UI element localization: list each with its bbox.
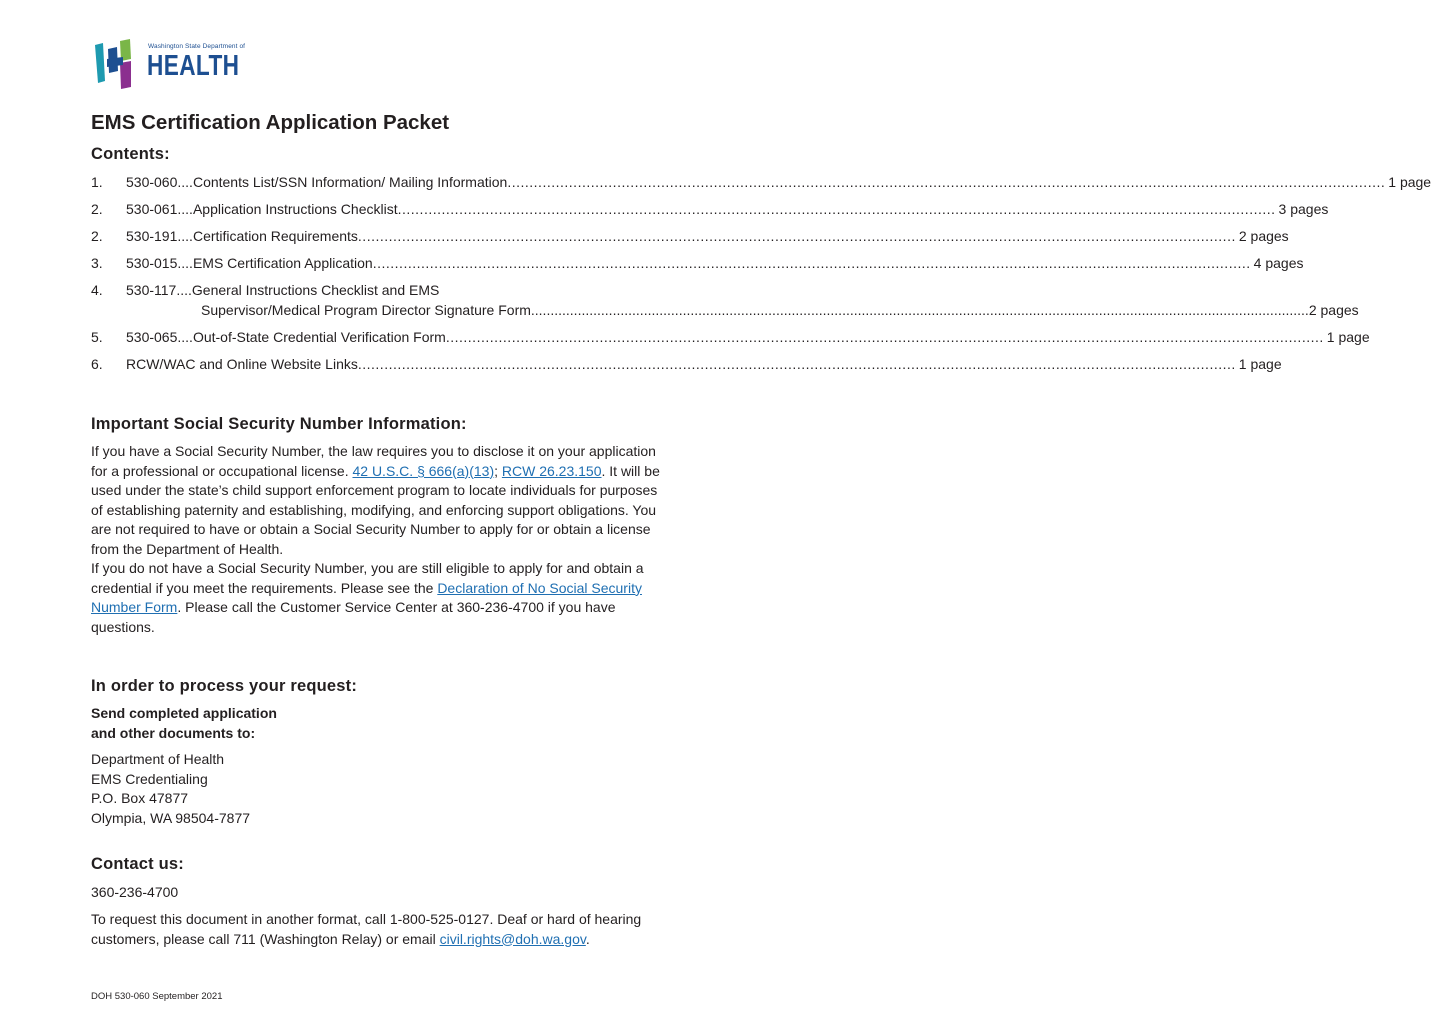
usc-link[interactable]: 42 U.S.C. § 666(a)(13) xyxy=(352,462,495,479)
contents-item-pages: 1 page xyxy=(1388,174,1431,190)
email-link[interactable]: civil.rights@doh.wa.gov xyxy=(439,930,586,947)
address-line: Olympia, WA 98504-7877 xyxy=(91,809,251,826)
send-line-2: and other documents to: xyxy=(91,724,256,741)
rcw-link[interactable]: RCW 26.23.150 xyxy=(501,462,602,479)
address-line: EMS Credentialing xyxy=(91,770,208,787)
logo-title: HEALTH xyxy=(147,50,240,82)
contact-phone: 360-236-4700 xyxy=(91,884,179,900)
contents-item-pages: 1 page xyxy=(1238,356,1282,372)
ssn-text-2: . It will be used under the state’s child support enforcement program to locate individuals for purposes of establishing paternity and establishing, modifying, and enforcing support obligations. You are not required to have or obtain a Social Security Number to apply for or obtain a license from the Department of Health. xyxy=(91,462,660,557)
doh-logo-mark-icon xyxy=(93,37,145,89)
contents-item-code: 530-191 xyxy=(126,228,178,244)
contents-item-pages: 4 pages xyxy=(1253,255,1304,271)
contents-item-number: 3. xyxy=(91,255,103,271)
contents-item-code: 530-061 xyxy=(126,201,178,217)
contents-item-number: 5. xyxy=(91,329,103,345)
doh-logo xyxy=(93,37,246,89)
contents-item-title: General Instructions Checklist and EMS xyxy=(191,282,440,298)
contents-item-title: Out-of-State Credential Verification Form xyxy=(192,329,446,345)
ssn-paragraph xyxy=(91,442,661,637)
contents-item-title: EMS Certification Application xyxy=(192,255,373,271)
declaration-form-link[interactable]: Declaration of No Social Security Number Form xyxy=(91,579,642,615)
contents-item-number: 1. xyxy=(91,174,103,190)
contents-item-number: 6. xyxy=(91,356,103,372)
send-line-1: Send completed application xyxy=(91,705,277,721)
ssn-text-4: . Please call the Customer Service Center at 360-236-4700 if you have questions. xyxy=(91,599,616,635)
ssn-separator: ; xyxy=(494,462,502,479)
contact-text-1: To request this document in another format, call 1-800-525-0127. Deaf or hard of hearing customers, please call 711 (Washington Relay) or email xyxy=(91,911,642,947)
footer-form-number: DOH 530-060 September 2021 xyxy=(91,991,223,1002)
contents-heading: Contents: xyxy=(91,145,170,163)
contact-request-text xyxy=(91,910,651,949)
contents-item-pages: 2 pages xyxy=(1308,302,1359,318)
contents-item-title: Certification Requirements xyxy=(192,228,358,244)
contents-item-code: 530-015 xyxy=(126,255,178,271)
contents-item-pages: 2 pages xyxy=(1238,228,1289,244)
ssn-text-3: If you do not have a Social Security Number, you are still eligible to apply for and obtain a credential if you meet the requirements. Please see the xyxy=(91,560,644,596)
contents-item-title-continued: Supervisor/Medical Program Director Signature Form xyxy=(201,302,531,318)
contents-item-pages: 3 pages xyxy=(1278,201,1329,217)
contents-item-title: Application Instructions Checklist xyxy=(192,201,398,217)
logo-subtitle: Washington State Department of xyxy=(148,43,246,50)
ssn-heading: Important Social Security Number Information: xyxy=(91,415,467,433)
contents-item-number: 2. xyxy=(91,228,103,244)
contents-item-code: 530-060 xyxy=(126,174,178,190)
page-title: EMS Certification Application Packet xyxy=(91,111,450,134)
contents-item-code: 530-117 xyxy=(126,282,177,298)
contents-item-title: RCW/WAC and Online Website Links xyxy=(126,356,358,372)
document-page: Washington State Department of HEALTH EMS Certification Application Packet Contents: 1. 530-060 .... Contents List/SSN Information/ Mailing Information ........................................................................................................................................................................................................ 1 page 2. 530-061 .... Application Instructions Checklist ........................................................................................................................................................................................................ 3 pages 2. 530-191 .... Certification Requirements ........................................................................................................................................................................................................ 2 pages 3. 530-015 .... EMS Certification Application ........................................................................................................................................................................................................ 4 pages 4. 530-117 .... General Instructions Checklist and EMS Supervisor/Medical Program Director Signature Form ........................................................................................................................................................................................................ 2 pages 5. 530-065 .... Out-of-State Credential Verification Form ........................................................................................................................................................................................................ 1 page 6. RCW/WAC and Online Website Links ........................................................................................................................................................................................................ 1 page Important Social Security Number Information: If you have a Social Security Number, the law requires you to disclose it on your application for a professional or occupational license. 42 U.S.C. § 666(a)(13); RCW 26.23.150. It will be used under the state’s child support enforcement program to locate individuals for purposes of establishing paternity and establishing, modifying, and enforcing support obligations. You are not required to have or obtain a Social Security Number to apply for or obtain a license from the Department of Health. If you do not have a Social Security Number, you are still eligible to apply for and obtain a credential if you meet the requirements. Please see the Declaration of No Social Security Number Form. Please call the Customer Service Center at 360-236-4700 if you have questions. In order to process your request: Send completed application and other documents to: Department of Health EMS Credentialing P.O. Box 47877 Olympia, WA 98504-7877 Contact us: 360-236-4700 To request this document in another format, call 1-800-525-0127. Deaf or hard of hearing customers, please call 711 (Washington Relay) or email civil.rights@doh.wa.gov. DOH 530-060 September 2021 xyxy=(0,0,770,1024)
address-line: Department of Health xyxy=(91,751,225,767)
contact-text-2: . xyxy=(585,930,590,947)
contents-item-pages: 1 page xyxy=(1326,329,1370,345)
mailing-address xyxy=(91,750,250,828)
contents-item-code: 530-065 xyxy=(126,329,178,345)
order-heading: In order to process your request: xyxy=(91,677,358,695)
contents-item-number: 2. xyxy=(91,201,103,217)
contact-heading: Contact us: xyxy=(91,855,184,873)
address-line: P.O. Box 47877 xyxy=(91,790,189,806)
contents-item-number: 4. xyxy=(91,282,103,298)
send-label xyxy=(91,704,277,743)
contents-item-title: Contents List/SSN Information/ Mailing Information xyxy=(192,174,508,190)
ssn-text-1: If you have a Social Security Number, the law requires you to disclose it on your application for a professional or occupational license. xyxy=(91,443,656,479)
